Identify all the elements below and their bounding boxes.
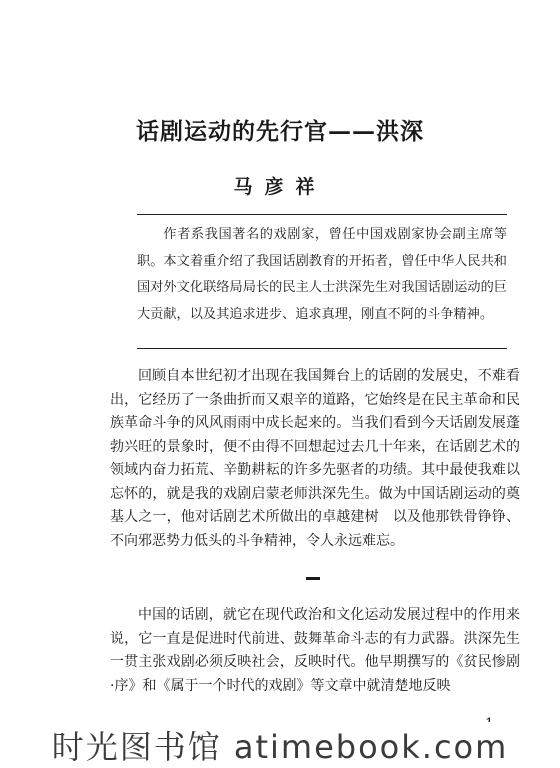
body-section-intro xyxy=(110,365,520,553)
abstract-box xyxy=(137,222,507,328)
abstract-top-rule xyxy=(137,214,507,215)
section-number-one xyxy=(306,577,320,580)
abstract-bottom-rule xyxy=(137,348,507,349)
body-section-1 xyxy=(110,604,520,698)
paragraph-1: 回顾自本世纪初才出现在我国舞台上的话剧的发展史，不难看出，它经历了一条曲折而又艰辛的道路，它始终是在民主革命和民族革命斗争的风风雨雨中成长起来的。当我们看到今天话剧发展蓬勃兴旺的景象时，便不由得不回想起过去几十年来，在话剧艺术的领域内奋力拓荒、辛勤耕耘的许多先驱者的功绩。其中最使我难以忘怀的，就是我的戏剧启蒙老师洪深先生。做为中国话剧运动的奠基人之一，他对话剧艺术所做出的卓越建树 以及他那铁骨铮铮、不向邪恶势力低头的斗争精神，令人永远难忘。 xyxy=(110,368,520,549)
abstract-text: 作者系我国著名的戏剧家，曾任中国戏剧家协会副主席等职。本文着重介绍了我国话剧教育的开拓者，曾任中华人民共和国对外文化联络局局长的民主人士洪深先生对我国话剧运动的巨大贡献，以及其追求进步、追求真理，刚直不阿的斗争精神。 xyxy=(137,227,507,322)
article-author: 马彦祥 xyxy=(233,176,327,198)
watermark-banner xyxy=(0,722,560,768)
article-title: 话剧运动的先行官——洪深 xyxy=(136,118,424,145)
paragraph-2: 中国的话剧，就它在现代政治和文化运动发展过程中的作用来说，它一直是促进时代前进、鼓舞革命斗志的有力武器。洪深先生一贯主张戏剧必须反映社会，反映时代。他早期撰写的《贫民惨剧·序》和《属于一个时代的戏剧》等文章中就清楚地反映 xyxy=(110,607,520,694)
watermark-text: 时光图书馆 atimebook.com xyxy=(51,728,509,766)
